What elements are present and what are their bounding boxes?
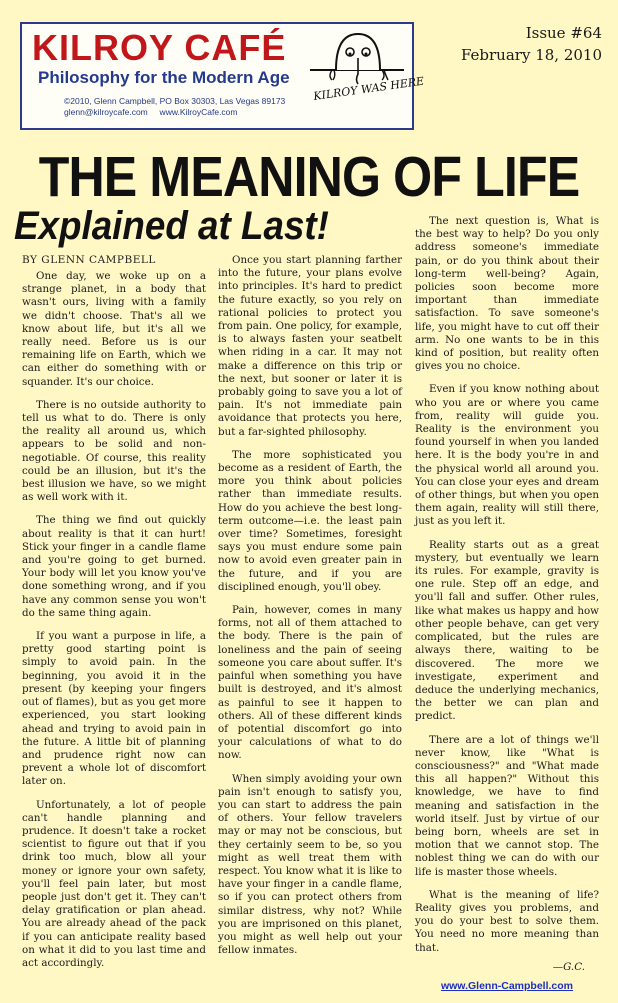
paragraph: The next question is, What is the best way to help? Do you only address someone's immediate pain, or do you think about their long-term well-being? Again, policies soon become more important than immediate satisfaction. To save someone's life, you might have to cut off their arm. No one wants to be in this kind of position, but reality often gives you no choice. xyxy=(415,215,599,373)
website-link[interactable]: www.Glenn-Campbell.com xyxy=(440,979,574,992)
paragraph: What is the meaning of life? Reality gives you problems, and you do your best to solve them. You need no more meaning than that. xyxy=(415,888,599,954)
article-column-1 xyxy=(22,270,206,980)
headline: THE MEANING OF LIFE xyxy=(38,145,580,209)
graffiti-text: KILROY WAS HERE xyxy=(312,74,425,103)
brand-contact xyxy=(64,96,304,118)
article-column-3 xyxy=(415,215,599,1003)
brand-subtitle: Philosophy for the Modern Age xyxy=(38,68,290,87)
paragraph: The more sophisticated you become as a resident of Earth, the more you think about policies rather than immediate results. How do you achieve the best long-term outcome—i.e. the least pain over time? Sometimes, foresight says you must endure some pain now to avoid even greater pain in the future, and if you are disciplined enough, you'll obey. xyxy=(218,448,402,593)
issue-number: Issue #64 xyxy=(525,24,602,42)
copyright-line: ©2010, Glenn Campbell, PO Box 30303, Las Vegas 89173 xyxy=(64,96,286,106)
paragraph: There is no outside authority to tell us what to do. There is only the reality all around us, which appears to be solid and non-negotiable. Of course, this reality could be an illusion, but it's the best illusion we have, so we might as well work with it. xyxy=(22,398,206,504)
masthead xyxy=(20,22,425,130)
brand-title: KILROY CAFÉ xyxy=(32,27,287,68)
signoff: —G.C. xyxy=(552,960,585,973)
subheadline: Explained at Last! xyxy=(14,204,329,248)
paragraph: When simply avoiding your own pain isn't enough to satisfy you, you can start to address the pain of others. Your fellow travelers may or may not be conscious, but they certainly seem to be, so you might as well treat them with respect. You know what it is like to have your finger in a candle flame, so if you can protect others from similar distress, why not? While you are imprisoned on this planet, you might as well help out your fellow inmates. xyxy=(218,772,402,957)
paragraph: Reality starts out as a great mystery, but eventually we learn its rules. For example, gravity is one rule. Step off an edge, and you'll fall and suffer. Other rules, like what makes us happy and how other people behave, can get very complicated, but the rules are always there, waiting to be discovered. The more we investigate, experiment and deduce the underlying mechanics, the better we can plan and predict. xyxy=(415,538,599,723)
paragraph: There are a lot of things we'll never know, like "What is consciousness?" and "What made this all happen?" Without this knowledge, we have to find meaning and satisfaction in the world itself. Just by virtue of our being born, wheels are set in motion that we cannot stop. The noblest thing we can do with our life is master those wheels. xyxy=(415,733,599,878)
paragraph: One day, we woke up on a strange planet, in a body that wasn't ours, living with a family we didn't choose. That's all we know about life, but it's all we really need. Before us is our remaining life on Earth, which we can either do something with or squander. It's our choice. xyxy=(22,270,206,388)
paragraph: Once you start planning farther into the future, your plans evolve into principles. It's hard to predict the future exactly, so you rely on rational policies to protect you from pain. One policy, for example, is to always fasten your seatbelt when riding in a car. It may not make a difference on this trip or the next, but sooner or later it is probably going to save you a lot of pain. It's not immediate pain avoidance that protects you here, but a far-sighted philosophy. xyxy=(218,254,402,438)
paragraph: Pain, however, comes in many forms, not all of them attached to the body. There is the pain of loneliness and the pain of seeing someone you care about suffer. It's painful when something you have built is destroyed, and it's almost as painful to see it happen to others. All of these different kinds of potential discomfort go into your calculations of what to do now. xyxy=(218,604,402,762)
paragraph: The thing we find out quickly about reality is that it can hurt! Stick your finger in a candle flame and you're going to get burned. Your body will let you know you've done something wrong, and if you have any common sense you won't do the same thing again. xyxy=(22,514,206,619)
paragraph: If you want a purpose in life, a pretty good starting point is simply to avoid pain. In the beginning, you avoid it in the present (by keeping your fingers out of flames), but as you get more experienced, you start looking ahead and trying to avoid pain in the future. A little bit of planning and prudence right now can prevent a whole lot of discomfort later on. xyxy=(22,630,206,788)
article-column-2 xyxy=(218,254,402,967)
contact-line: glenn@kilroycafe.com www.KilroyCafe.com xyxy=(64,107,238,117)
byline: BY GLENN CAMPBELL xyxy=(22,254,156,266)
issue-date: February 18, 2010 xyxy=(460,46,602,64)
issue-info xyxy=(461,22,602,66)
kilroy-doodle-icon xyxy=(308,28,425,126)
paragraph: Even if you know nothing about who you are or where you came from, reality will guide you. Reality is the environment you found yourself in when you landed here. It is the body you're in and the physical world all around you. You can close your eyes and dream of other things, but when you open them again, reality will still there, just as you left it. xyxy=(415,383,599,528)
paragraph: Unfortunately, a lot of people can't handle planning and prudence. It doesn't take a rocket scientist to figure out that if you drink too much, blow all your money or ignore your own safety, you'll feel pain later, but most people just don't get it. They can't delay gratification or plan ahead. You are already ahead of the pack if you can anticipate reality based on what it did to you last time and act accordingly. xyxy=(22,798,206,969)
